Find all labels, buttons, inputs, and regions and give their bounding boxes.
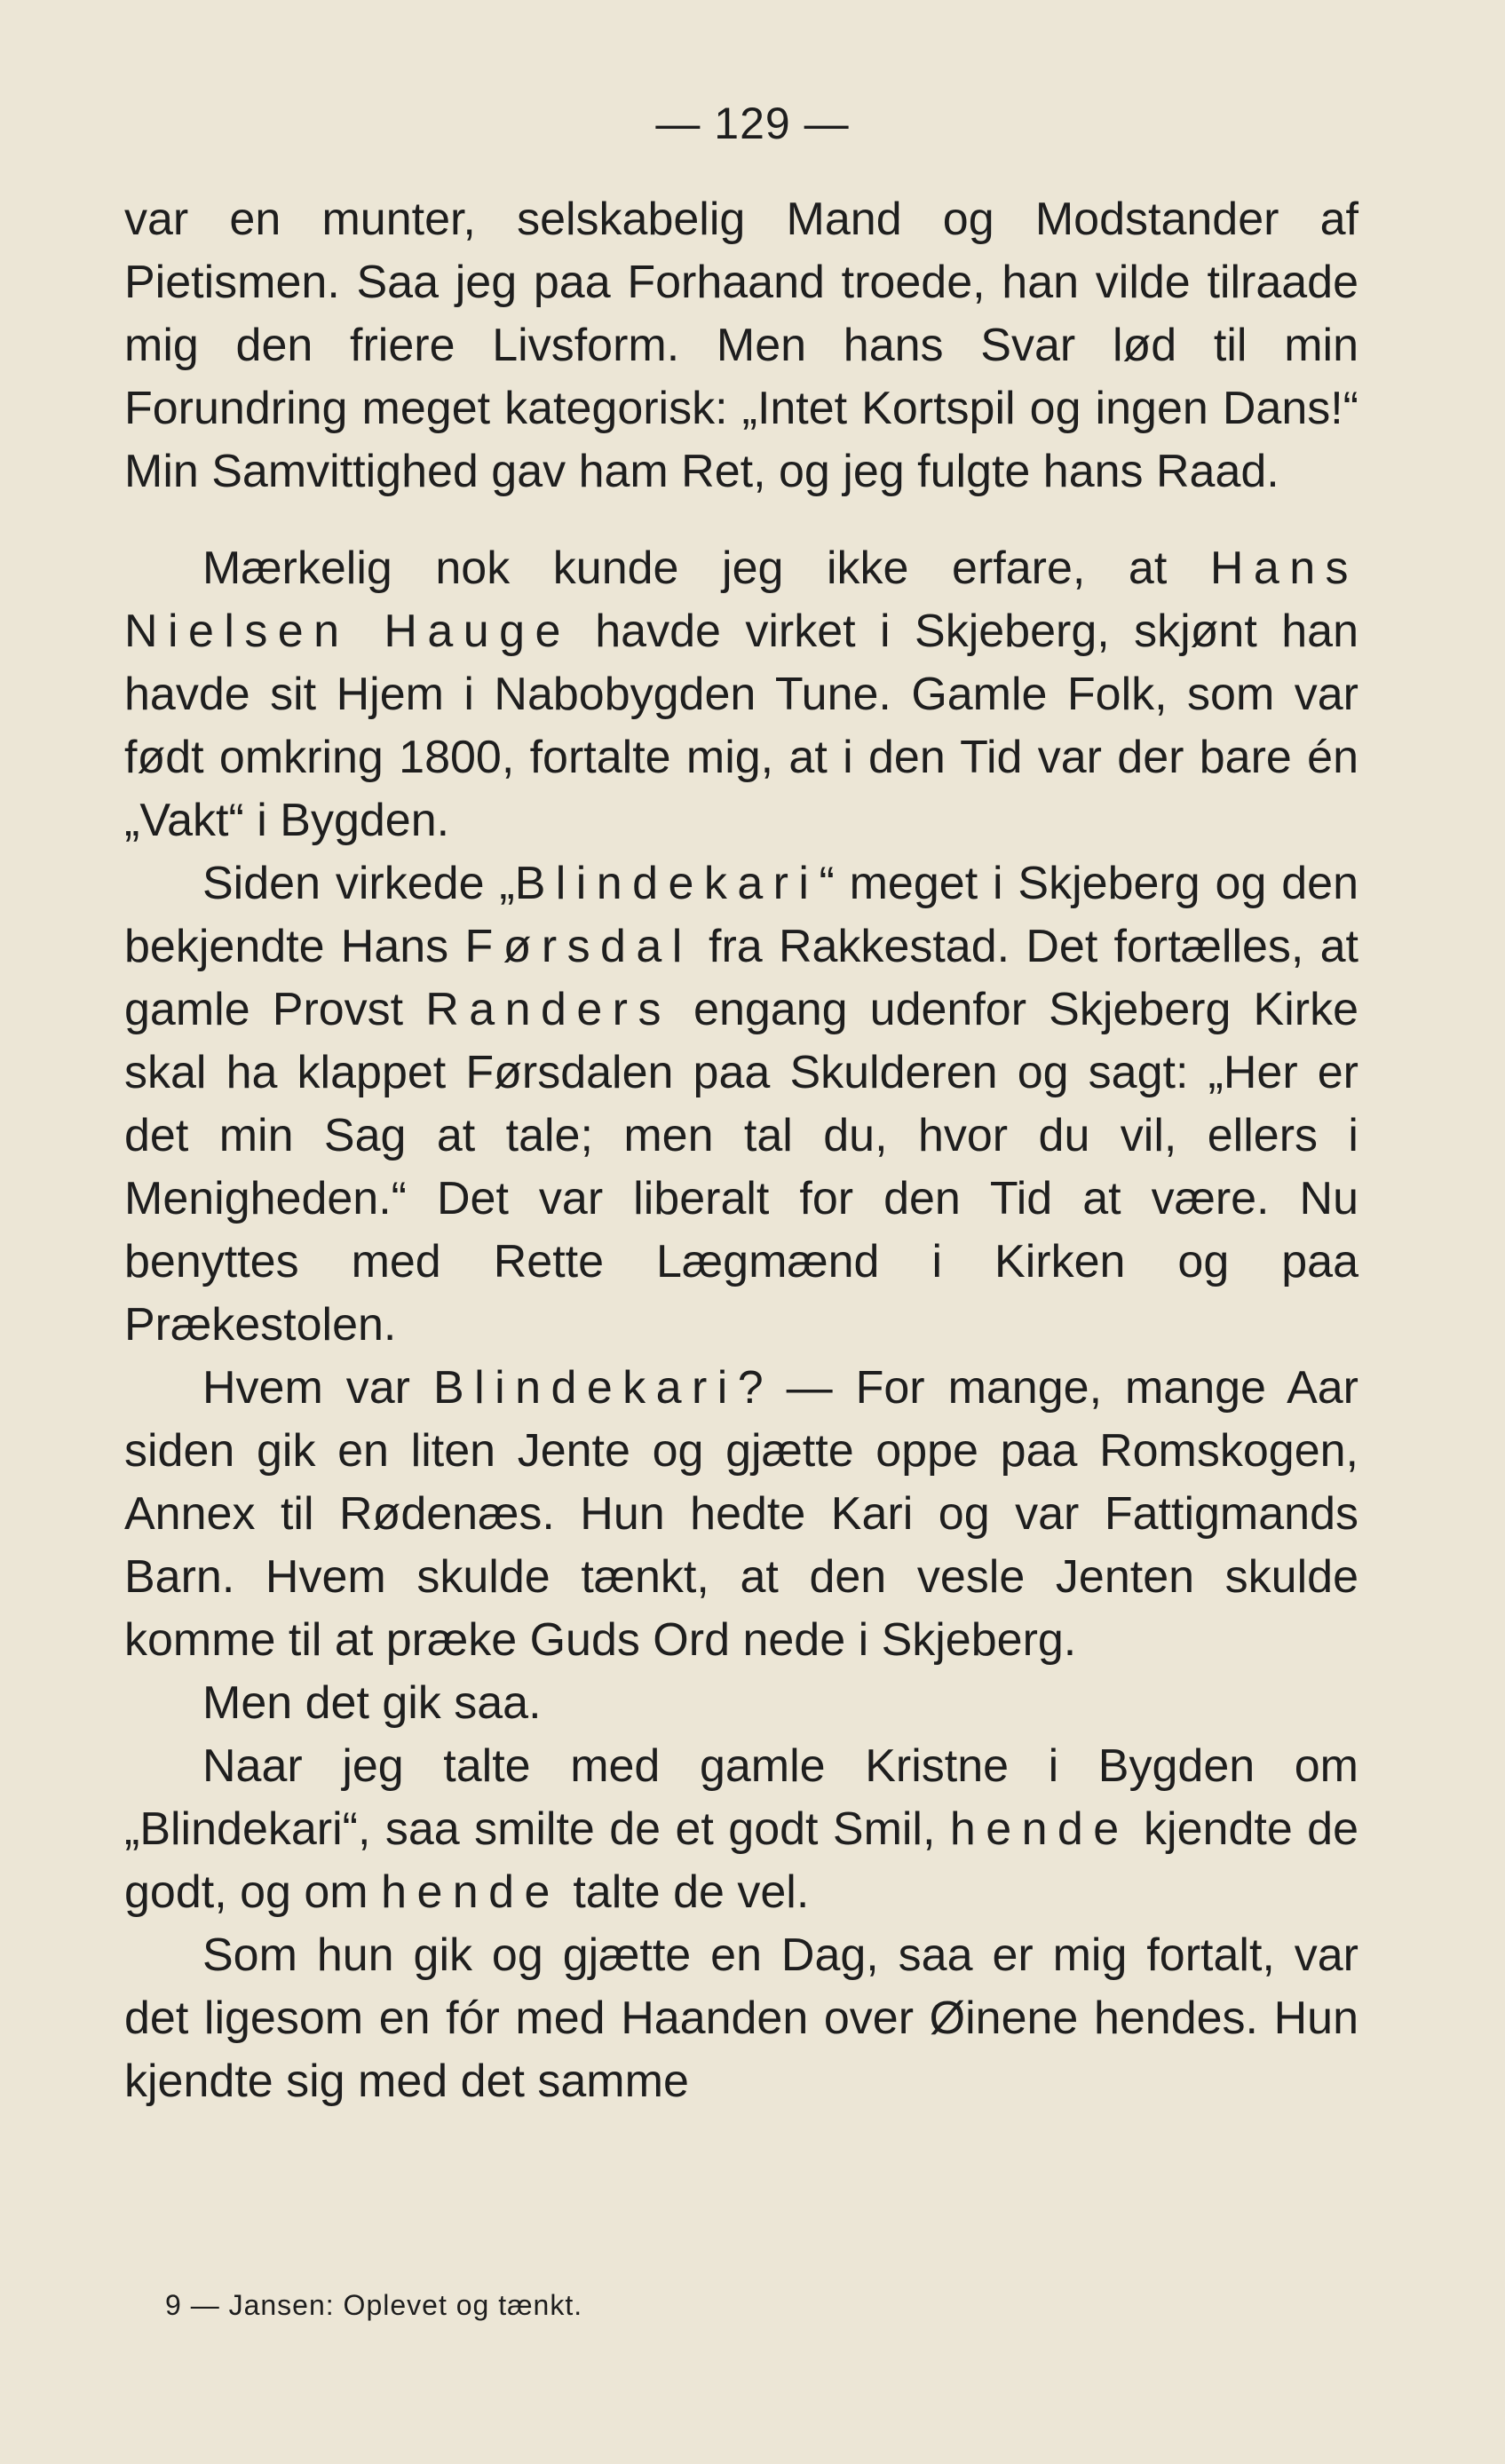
spaced-emphasis: hende <box>381 1866 560 1918</box>
spaced-emphasis: Blindekari <box>432 1362 738 1414</box>
text-run: Hvem var <box>202 1362 433 1414</box>
page-number: — 129 — <box>655 99 850 148</box>
paragraph <box>124 1924 1358 2113</box>
paragraph <box>124 1735 1358 1924</box>
text-run: Siden virkede „ <box>202 858 515 909</box>
paragraph <box>124 1357 1358 1672</box>
text-run: Naar jeg talte med gamle Kristne i Bygden om „Blindekari“, saa smilte de et godt Smil, <box>124 1740 1358 1855</box>
text-run: fra Rakkestad. Det fortælles, at gamle Provst <box>124 921 1358 1035</box>
text-run: var en munter, selskabelig Mand og Modstander af Pietismen. Saa jeg paa Forhaand troede, han vilde tilraade mig den friere Livsform. Men hans Svar lød til min Forundring meget kategorisk: „Intet Kortspil og ingen Dans!“ Min Samvittighed gav ham Ret, og jeg fulgte hans Raad. <box>124 194 1358 497</box>
spaced-emphasis: Førsdal <box>464 921 693 972</box>
paragraph <box>124 537 1358 852</box>
text-run: havde virket i Skjeberg, skjønt han havde sit Hjem i Nabobygden Tune. Gamle Folk, som var født omkring 1800, fortalte mig, at i den Tid var der bare én „Vakt“ i Bygden. <box>124 606 1358 846</box>
signature-footer: 9 — Jansen: Oplevet og tænkt. <box>165 2289 583 2321</box>
text-run: kjendte de godt, og om <box>124 1803 1358 1918</box>
body-text <box>124 188 1358 2113</box>
text-run: ? — For mange, mange Aar siden gik en liten Jente og gjætte oppe paa Romskogen, Annex til Rødenæs. Hun hedte Kari og var Fattigmands Barn. Hvem skulde tænkt, at den vesle Jenten skulde komme til at præke Guds Ord nede i Skjeberg. <box>124 1362 1359 1666</box>
spaced-emphasis: Hans Nielsen Hauge <box>124 543 1358 657</box>
paragraph <box>124 188 1358 503</box>
paragraph <box>124 1672 1358 1735</box>
text-run: engang udenfor Skjeberg Kirke skal ha klappet Førsdalen paa Skulderen og sagt: „Her er det min Sag at tale; men tal du, hvor du vil, ellers i Menigheden.“ Det var liberalt for den Tid at være. Nu benyttes med Rette Lægmænd i Kirken og paa Prækestolen. <box>124 984 1358 1351</box>
spaced-emphasis: Randers <box>425 984 671 1035</box>
text-run: talte de vel. <box>559 1866 810 1918</box>
spaced-emphasis: hende <box>949 1803 1129 1855</box>
text-run: Men det gik saa. <box>202 1677 542 1729</box>
paragraph <box>124 852 1358 1357</box>
spaced-emphasis: Blindekari <box>514 858 820 909</box>
text-run: Mærkelig nok kunde jeg ikke erfare, at <box>202 543 1210 594</box>
text-run: Som hun gik og gjætte en Dag, saa er mig fortalt, var det ligesom en fór med Haanden over Øinene hendes. Hun kjendte sig med det samme <box>124 1929 1358 2107</box>
text-run: “ meget i Skjeberg og den bekjendte Hans <box>124 858 1358 972</box>
